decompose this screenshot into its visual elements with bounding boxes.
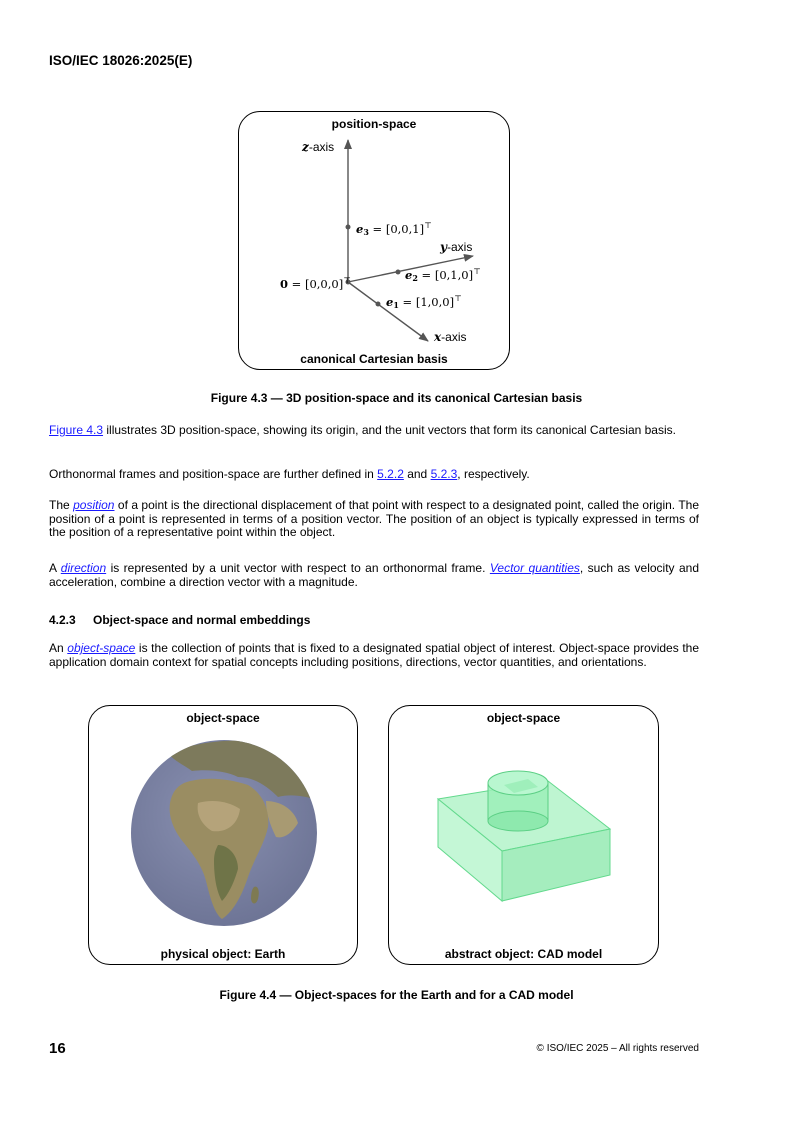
direction-term-link[interactable]: direction <box>60 561 107 575</box>
paragraph-figure-ref: Figure 4.3 illustrates 3D position-space, showing its origin, and the unit vectors that form its canonical Cartesian basis. <box>49 423 676 437</box>
cad-model-image <box>388 705 659 965</box>
e2-label: e2 = [0,1,0]⊤ <box>404 266 481 283</box>
section-title: Object-space and normal embeddings <box>93 613 311 627</box>
paragraph-object-space: An object-space is the collection of points that is fixed to a designated spatial object of interest. Object-space provides the application domain context for spatial concepts including positions, directions, vector quantities, and orientations. <box>49 641 700 669</box>
e3-label: e3 = [0,0,1]⊤ <box>355 220 432 237</box>
earth-globe-image <box>88 705 358 965</box>
figure-4-4-caption: Figure 4.4 — Object-spaces for the Earth and for a CAD model <box>219 988 574 1002</box>
position-term-link[interactable]: position <box>73 498 115 512</box>
section-5-2-3-link[interactable]: 5.2.3 <box>430 467 458 481</box>
cad-top-label: object-space <box>486 711 561 725</box>
origin-label: 0 = [0,0,0]⊤ <box>279 275 351 291</box>
earth-bottom-label: physical object: Earth <box>160 947 286 961</box>
e1-label: e1 = [1,0,0]⊤ <box>385 293 462 310</box>
figure-4-3-box <box>238 111 510 370</box>
page-number: 16 <box>49 1040 66 1057</box>
section-number: 4.2.3 <box>49 613 76 627</box>
figure-4-3-top-label: position-space <box>331 117 417 131</box>
earth-top-label: object-space <box>186 711 260 725</box>
figure-4-3-link[interactable]: Figure 4.3 <box>49 423 104 437</box>
copyright-notice: © ISO/IEC 2025 – All rights reserved <box>536 1043 699 1054</box>
cartesian-basis-diagram <box>238 111 510 370</box>
cad-bottom-label: abstract object: CAD model <box>444 947 603 961</box>
object-space-term-link[interactable]: object-space <box>67 641 136 655</box>
figure-4-3-bottom-label: canonical Cartesian basis <box>300 352 448 366</box>
figure-4-4-earth-box <box>88 705 358 965</box>
vector-quantities-term-link[interactable]: Vector quantities <box>489 561 580 575</box>
paragraph-direction: A direction is represented by a unit vector with respect to an orthonormal frame. Vector quantities, such as velocity and acceleration, combine a direction vector with a magnitude. <box>49 561 700 589</box>
x-axis-line <box>348 282 428 341</box>
document-id: ISO/IEC 18026:2025(E) <box>49 53 193 68</box>
x-axis-label: x-axis <box>433 329 466 344</box>
paragraph-position: The position of a point is the directional displacement of that point with respect to a designated point, called the origin. The position of a point is represented in terms of a position vector. The position of an object is typically expressed in terms of the position of a representative point within the object. <box>49 498 699 539</box>
y-axis-label: y-axis <box>439 239 472 254</box>
figure-4-4-cad-box <box>388 705 659 965</box>
paragraph-orthonormal: Orthonormal frames and position-space are further defined in 5.2.2 and 5.2.3, respectively. <box>49 467 530 481</box>
e1-point <box>375 301 380 306</box>
z-axis-label: z-axis <box>301 139 334 154</box>
e2-point <box>395 269 400 274</box>
figure-4-3-caption: Figure 4.3 — 3D position-space and its canonical Cartesian basis <box>210 391 583 405</box>
section-4-2-3-heading <box>49 613 310 627</box>
e3-point <box>345 224 350 229</box>
section-5-2-2-link[interactable]: 5.2.2 <box>377 467 404 481</box>
